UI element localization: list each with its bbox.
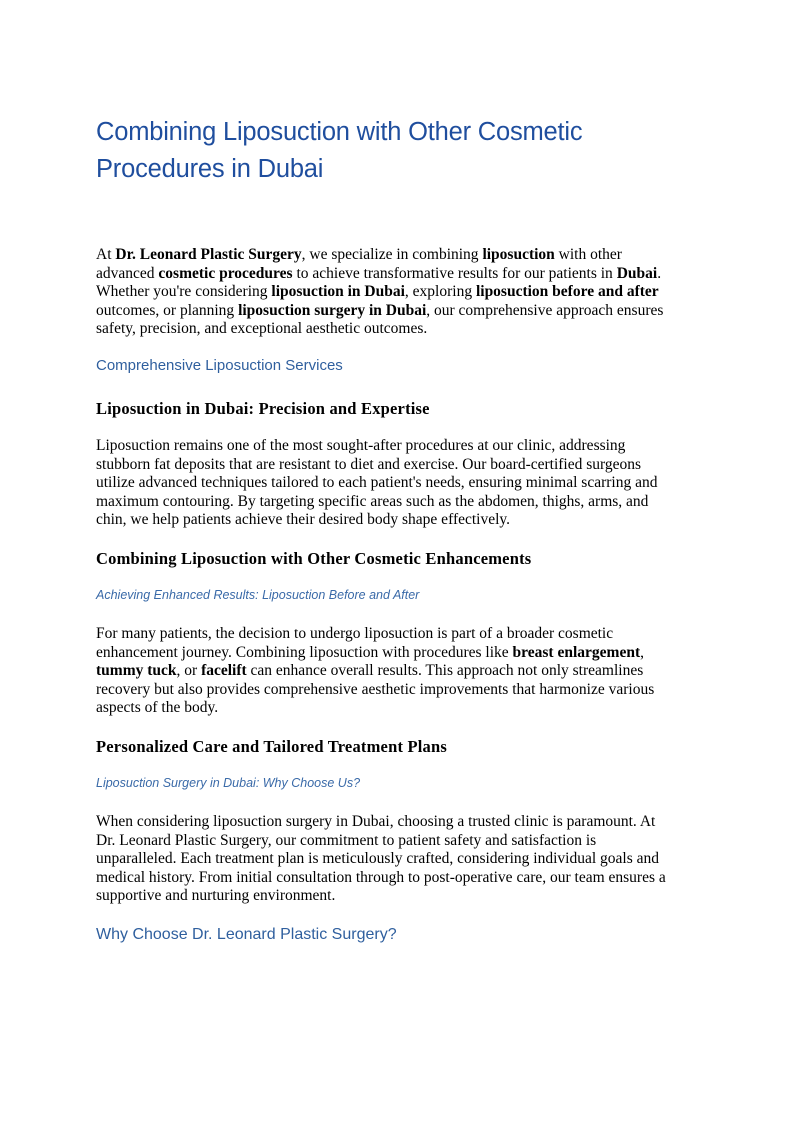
title-line-1: Combining Liposuction with Other Cosmetic — [96, 118, 583, 146]
text-run: enhancement journey. Combining liposuction with procedures like — [96, 643, 513, 661]
bold-keyword: cosmetic procedures — [158, 264, 293, 282]
subheading-personalized-care: Personalized Care and Tailored Treatment Plans — [96, 737, 447, 756]
text-run: , or — [176, 662, 202, 680]
text-run: to achieve transformative results for our patients in — [292, 264, 617, 282]
text-run: aspects of the body. — [96, 699, 219, 717]
text-run: , exploring — [404, 283, 476, 301]
text-run: When considering liposuction surgery in Dubai, choosing a trusted clinic is paramount. At — [96, 813, 656, 830]
bold-keyword: tummy tuck — [96, 662, 177, 680]
text-run: , we specialize in combining — [301, 246, 483, 263]
text-run: medical history. From initial consultation through to post-operative care, our team ensures a — [96, 868, 666, 886]
personalized-paragraph — [96, 813, 696, 906]
subheading-why-choose-us: Liposuction Surgery in Dubai: Why Choose Us? — [96, 776, 361, 790]
text-run: Liposuction remains one of the most sought-after procedures at our clinic, addressing — [96, 437, 626, 454]
bold-keyword: liposuction — [482, 246, 555, 263]
title-line-2: Procedures in Dubai — [96, 155, 324, 183]
text-run: safety, precision, and exceptional aesthetic outcomes. — [96, 320, 428, 338]
text-run: chin, we help patients achieve their desired body shape effectively. — [96, 511, 511, 529]
precision-paragraph — [96, 437, 696, 530]
text-run: Whether you're considering — [96, 283, 272, 301]
text-run: , our comprehensive approach ensures — [426, 301, 664, 319]
document-title — [96, 114, 696, 188]
intro-paragraph — [96, 246, 696, 339]
text-run: recovery but also provides comprehensive aesthetic improvements that harmonize various — [96, 680, 655, 698]
subheading-combining: Combining Liposuction with Other Cosmetic Enhancements — [96, 549, 532, 568]
bold-keyword: breast enlargement — [512, 643, 641, 661]
text-run: At — [96, 246, 116, 263]
text-run: maximum contouring. By targeting specific areas such as the abdomen, thighs, arms, and — [96, 492, 649, 510]
section-heading-why-choose: Why Choose Dr. Leonard Plastic Surgery? — [96, 926, 397, 943]
combining-paragraph — [96, 625, 696, 718]
subheading-before-after: Achieving Enhanced Results: Liposuction Before and After — [96, 588, 420, 602]
bold-keyword: Dubai — [616, 264, 658, 282]
text-run: advanced — [96, 264, 159, 282]
text-run: unparalleled. Each treatment plan is meticulously crafted, considering individual goals and — [96, 850, 659, 868]
text-run: stubborn fat deposits that are resistant to diet and exercise. Our board-certified surgeons — [96, 455, 642, 473]
text-run: supportive and nurturing environment. — [96, 887, 336, 905]
text-run: can enhance overall results. This approach not only streamlines — [246, 662, 644, 680]
text-run: Dr. Leonard Plastic Surgery, our commitment to patient safety and satisfaction is — [96, 831, 597, 849]
bold-keyword: liposuction surgery in Dubai — [238, 301, 427, 319]
bold-keyword: liposuction in Dubai — [271, 283, 405, 301]
text-run: For many patients, the decision to undergo liposuction is part of a broader cosmetic — [96, 625, 614, 642]
text-run: outcomes, or planning — [96, 301, 239, 319]
text-run: , — [640, 643, 644, 661]
text-run: utilize advanced techniques tailored to each patient's needs, ensuring minimal scarring and — [96, 474, 658, 492]
bold-keyword: liposuction before and after — [475, 283, 659, 301]
bold-keyword: facelift — [201, 662, 247, 680]
text-run: with other — [554, 246, 622, 263]
text-run: . — [657, 264, 662, 282]
bold-keyword: Dr. Leonard Plastic Surgery — [115, 246, 302, 263]
subheading-precision-expertise: Liposuction in Dubai: Precision and Expertise — [96, 399, 430, 418]
section-heading-services: Comprehensive Liposuction Services — [96, 357, 343, 374]
